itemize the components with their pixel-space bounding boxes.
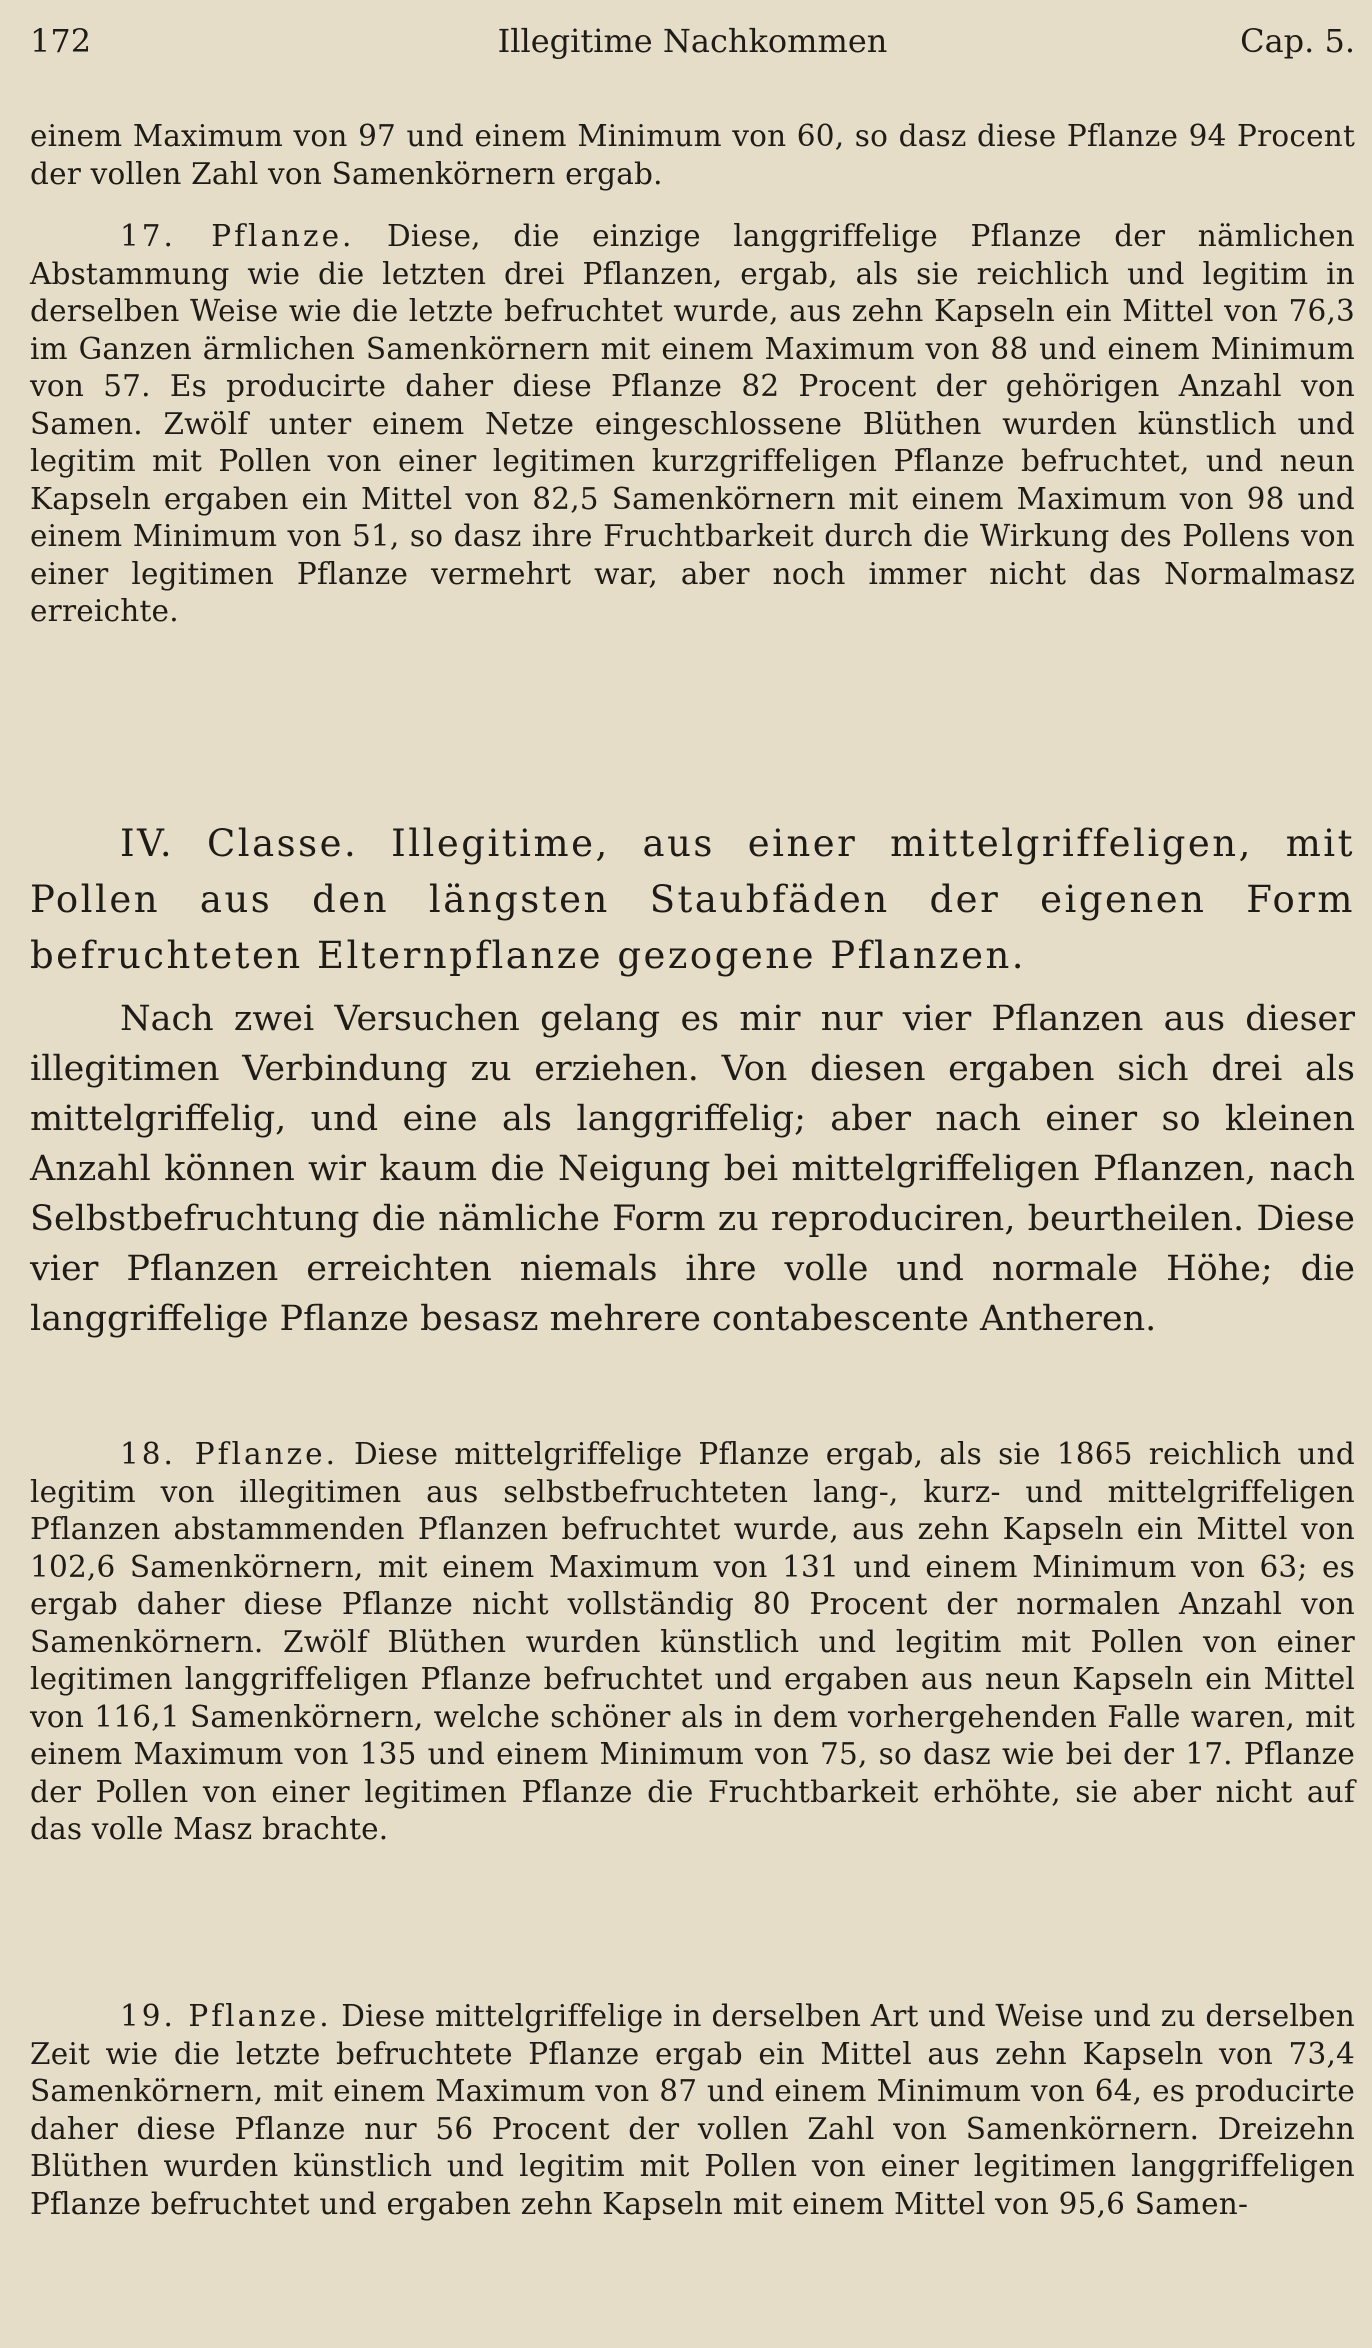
paragraph-text: Nach zwei Versuchen gelang es mir nur vier Pflanzen aus dieser illegitimen Verbindung zu erziehen. Von diesen ergaben sich drei als mittelgriffelig, und eine als langgriffelig; aber nach einer so kleinen Anzahl können wir kaum die Neigung bei mittelgriffeligen Pflanzen, nach Selbstbefruchtung die nämliche Form zu reproduciren, beurtheilen. Diese vier Pflanzen erreichten niemals ihre volle und normale Höhe; die langgriffelige Pflanze besasz mehrere contabescente Antheren. (30, 999, 1355, 1339)
plant-label: 17. Pflanze. (120, 219, 355, 253)
page-header (30, 22, 1355, 72)
paragraph-plant-19 (30, 1998, 1355, 2223)
paragraph-text: Diese, die einzige langgriffelige Pflanze der nämlichen Abstammung wie die letzten drei Pflanzen, ergab, als sie reichlich und legitim in derselben Weise wie die letzte befruchtet wurde, aus zehn Kapseln ein Mittel von 76,3 im Ganzen ärmlichen Samenkörnern mit einem Maximum von 88 und einem Minimum von 57. Es producirte daher diese Pflanze 82 Procent der gehörigen Anzahl von Samen. Zwölf unter einem Netze eingeschlossene Blüthen wurden künstlich und legitim mit Pollen von einer legitimen kurzgriffeligen Pflanze befruchtet, und neun Kapseln ergaben ein Mittel von 82,5 Samenkörnern mit einem Maximum von 98 und einem Minimum von 51, so dasz ihre Fruchtbarkeit durch die Wirkung des Pollens von einer legitimen Pflanze vermehrt war, aber noch immer nicht das Normalmasz erreichte. (30, 219, 1355, 628)
section-intro (30, 994, 1355, 1344)
section-heading-block (30, 816, 1355, 984)
paragraph-plant-18 (30, 1436, 1355, 1849)
plant-label: 18. Pflanze. (120, 1437, 338, 1471)
paragraph-text: Diese mittelgriffelige Pflanze ergab, als sie 1865 reichlich und legitim von illegitimen aus selbstbefruchteten lang-, kurz- und mittelgriffeligen Pflanzen abstammenden Pflanzen befruchtet wurde, aus zehn Kapseln ein Mittel von 102,6 Samenkörnern, mit einem Maximum von 131 und einem Minimum von 63; es ergab daher diese Pflanze nicht vollständig 80 Procent der normalen Anzahl von Samenkörnern. Zwölf Blüthen wurden künstlich und legitim mit Pollen von einer legitimen langgriffeligen Pflanze befruchtet und ergaben aus neun Kapseln ein Mittel von 116,1 Samenkörnern, welche schöner als in dem vorhergehenden Falle waren, mit einem Maximum von 135 und einem Minimum von 75, so dasz wie bei der 17. Pflanze der Pollen von einer legitimen Pflanze die Fruchtbarkeit erhöhte, sie aber nicht auf das volle Masz brachte. (30, 1437, 1355, 1846)
chapter-label: Cap. 5. (1240, 22, 1355, 60)
continued-paragraph (30, 118, 1355, 193)
book-page (30, 0, 1355, 2348)
paragraph-plant-17 (30, 218, 1355, 631)
page-number: 172 (30, 22, 92, 60)
plant-label: 19. Pflanze. (120, 1999, 332, 2033)
running-title: Illegitime Nachkommen (497, 22, 888, 60)
section-heading: IV. Classe. Illegitime, aus einer mittelgriffeligen, mit Pollen aus den längsten Staubfäden der eigenen Form befruchteten Elternpflanze gezogene Pflanzen. (30, 822, 1355, 977)
paragraph-text: einem Maximum von 97 und einem Minimum von 60, so dasz diese Pflanze 94 Procent der vollen Zahl von Samenkörnern ergab. (30, 119, 1355, 191)
paragraph-text: Diese mittelgriffelige in derselben Art und Weise und zu derselben Zeit wie die letzte befruchtete Pflanze ergab ein Mittel aus zehn Kapseln von 73,4 Samenkörnern, mit einem Maximum von 87 und einem Minimum von 64, es producirte daher diese Pflanze nur 56 Procent der vollen Zahl von Samenkörnern. Dreizehn Blüthen wurden künstlich und legitim mit Pollen von einer legitimen langgriffeligen Pflanze befruchtet und ergaben zehn Kapseln mit einem Mittel von 95,6 Samen- (30, 1999, 1355, 2221)
